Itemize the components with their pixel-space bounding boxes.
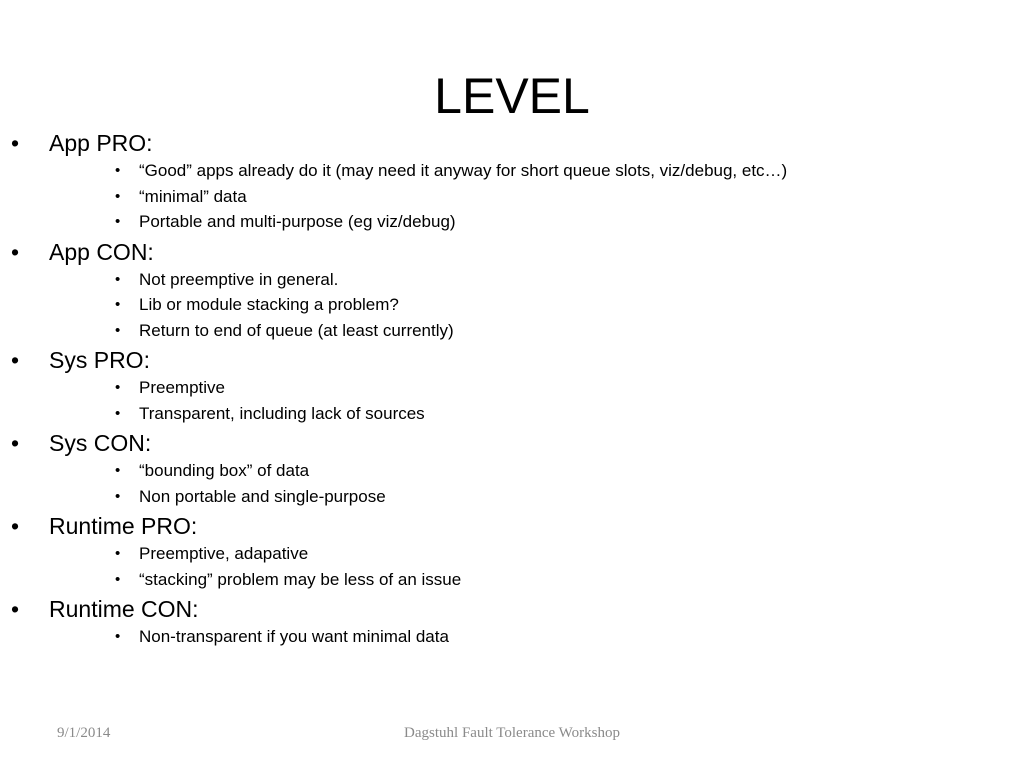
- bullet-icon: •: [11, 513, 20, 539]
- bullet-icon: •: [11, 430, 20, 456]
- bullet-icon: •: [115, 404, 121, 422]
- sub-list-item: [0, 267, 1024, 293]
- bullet-label: App PRO:: [49, 130, 153, 156]
- bullet-label: Runtime PRO:: [49, 513, 198, 539]
- bullet-icon: •: [115, 628, 121, 645]
- bullet-icon: •: [115, 270, 121, 288]
- bullet-icon: •: [115, 487, 121, 505]
- footer-date: 9/1/2014: [57, 725, 111, 741]
- sub-list-item: [0, 567, 1024, 593]
- bullet-label: App CON:: [49, 238, 154, 265]
- bullet-icon: •: [115, 379, 121, 396]
- bullet-icon: •: [11, 347, 20, 373]
- bullet-label: Runtime CON:: [49, 596, 199, 622]
- sub-list-item: [0, 458, 1024, 484]
- sub-list: [49, 158, 1024, 235]
- bullet-icon: •: [11, 238, 20, 265]
- sub-item-text: “bounding box” of data: [139, 461, 310, 480]
- sub-item-text: Non-transparent if you want minimal data: [139, 627, 449, 646]
- list-item: [0, 129, 1024, 235]
- sub-list-item: [0, 158, 1024, 184]
- sub-list-item: [0, 184, 1024, 210]
- sub-list: [49, 541, 1024, 592]
- sub-item-text: “stacking” problem may be less of an issue: [139, 569, 462, 589]
- sub-list-item: [0, 401, 1024, 427]
- bullet-icon: •: [115, 213, 121, 230]
- sub-list-item: [0, 318, 1024, 344]
- bullet-label: Sys CON:: [49, 430, 152, 456]
- bullet-icon: •: [115, 296, 121, 313]
- sub-list-item: [0, 624, 1024, 650]
- bullet-icon: •: [115, 321, 121, 339]
- bullet-label: Sys PRO:: [49, 347, 150, 373]
- sub-item-text: Lib or module stacking a problem?: [139, 295, 399, 314]
- sub-item-text: Not preemptive in general.: [139, 269, 339, 289]
- bullet-icon: •: [115, 187, 121, 205]
- list-item: [0, 238, 1024, 344]
- list-item: [0, 346, 1024, 426]
- bullet-icon: •: [115, 545, 121, 562]
- sub-item-text: Preemptive, adapative: [139, 544, 309, 563]
- sub-list: [49, 624, 1024, 650]
- sub-list-item: [0, 375, 1024, 401]
- sub-item-text: Portable and multi-purpose (eg viz/debug): [139, 212, 456, 231]
- bullet-icon: •: [115, 462, 121, 479]
- sub-item-text: Transparent, including lack of sources: [139, 403, 425, 423]
- bullet-icon: •: [11, 130, 20, 156]
- sub-list-item: [0, 209, 1024, 235]
- list-item: [0, 512, 1024, 592]
- footer-title: Dagstuhl Fault Tolerance Workshop: [404, 725, 620, 741]
- sub-item-text: “Good” apps already do it (may need it anyway for short queue slots, viz/debug, etc…): [139, 161, 788, 180]
- bullet-icon: •: [115, 570, 121, 588]
- bullet-icon: •: [115, 162, 121, 179]
- bullet-icon: •: [11, 596, 20, 622]
- sub-item-text: Non portable and single-purpose: [139, 486, 386, 506]
- list-item: [0, 595, 1024, 650]
- sub-list: [49, 375, 1024, 426]
- sub-list-item: [0, 541, 1024, 567]
- bullet-list: [0, 128, 1024, 650]
- sub-list-item: [0, 484, 1024, 510]
- sub-item-text: Preemptive: [139, 378, 225, 397]
- slide-title: LEVEL: [434, 68, 590, 124]
- sub-list-item: [0, 292, 1024, 318]
- sub-list: [49, 458, 1024, 509]
- sub-item-text: Return to end of queue (at least currently): [139, 320, 454, 340]
- sub-item-text: “minimal” data: [139, 186, 247, 206]
- list-item: [0, 429, 1024, 509]
- sub-list: [49, 267, 1024, 344]
